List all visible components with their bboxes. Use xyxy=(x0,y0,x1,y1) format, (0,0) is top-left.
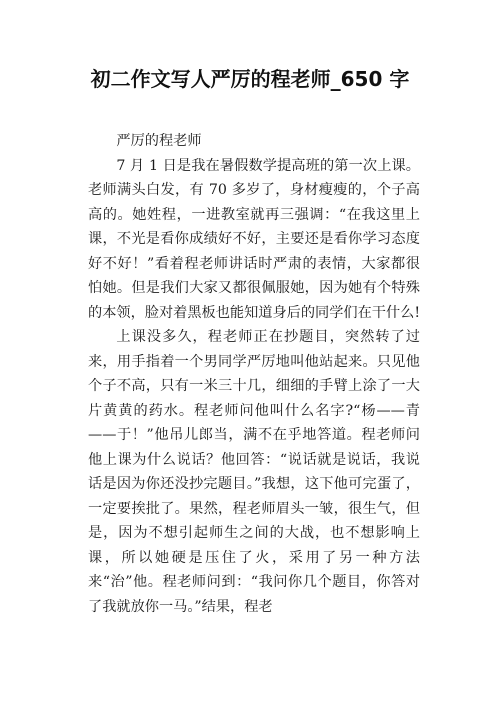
subtitle: 严厉的程老师 xyxy=(116,133,202,149)
document-body xyxy=(88,129,420,619)
paragraph: 7 月 1 日是我在暑假数学提高班的第一次上课。老师满头白发，有 70 多岁了，身材瘦瘦的，个子高高的。她姓程，一进教室就再三强调：“在我这里上课，不光是看你成绩好不好，主要还是看你学习态度好不好！”看着程老师讲话时严肃的表情，大家都很怕她。但是我们大家又都很佩服她，因为她有个特殊的本领，脸对着黑板也能知道身后的同学们在干什么! xyxy=(88,157,421,321)
paragraph: 上课没多久，程老师正在抄题目，突然转了过来，用手指着一个男同学严厉地叫他站起来。只见他个子不高，只有一米三十几，细细的手臂上涂了一大片黄黄的药水。程老师问他叫什么名字?“杨——青——于！”他吊儿郎当，满不在乎地答道。程老师问他上课为什么说话？他回答：“说话就是说话，我说话是因为你还没抄完题目。”我想，这下他可完蛋了，一定要挨批了。果然，程老师眉头一皱，很生气，但是，因为不想引起师生之间的大战，也不想影响上课，所以她硬是压住了火，采用了另一种方法来“治”他。程老师问到：“我问你几个题目，你答对了我就放你一马。”结果，程老 xyxy=(88,329,420,615)
document-title: 初二作文写人严厉的程老师_650 字 xyxy=(90,67,410,91)
